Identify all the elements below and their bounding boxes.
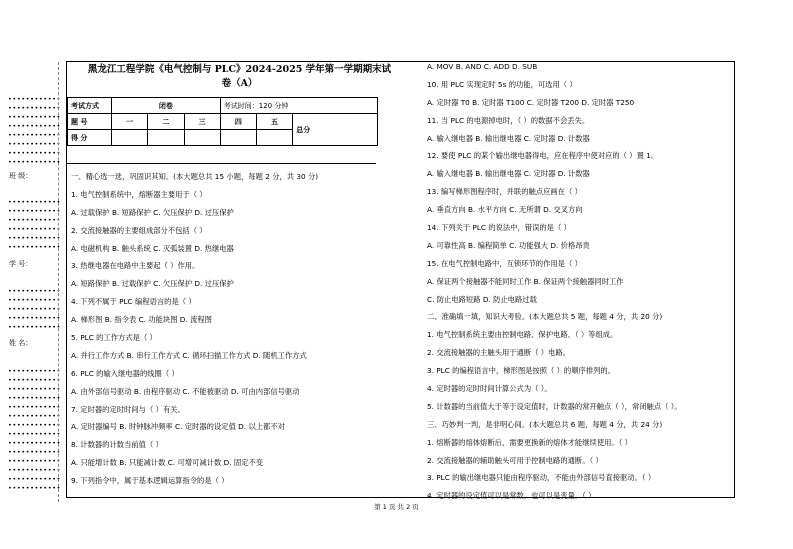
- question-line: 8. 计数器的计数当前值（ ）: [71, 440, 163, 450]
- left-question-column: [71, 168, 318, 490]
- score-cell[interactable]: [184, 130, 220, 146]
- question-line: 2. 交流接触器的主触头用于通断（ ）电路。: [427, 348, 570, 358]
- score-cell[interactable]: [257, 130, 293, 146]
- binding-dots: ••••••••••••: [8, 376, 61, 384]
- question-line: A. 由外部信号驱动 B. 由程序驱动 C. 不能被驱动 D. 可由内部信号驱动: [71, 386, 300, 396]
- binding-dots: ••••••••••••: [8, 158, 61, 166]
- exam-method-label: 考试方式: [68, 98, 112, 114]
- binding-dots: ••••••••••••: [8, 412, 61, 420]
- binding-dots: ••••••••••••: [8, 113, 61, 121]
- binding-dots: ••••••••••••: [8, 403, 61, 411]
- question-line: 15. 在电气控制电路中，互锁环节的作用是（ ）: [427, 258, 582, 268]
- question-line: A. 可靠性高 B. 编程简单 C. 功能强大 D. 价格昂贵: [427, 240, 590, 250]
- question-line: 4. 定时器的设定值可以是常数，也可以是变量。（ ）: [427, 491, 596, 501]
- name-label: 姓 名：: [9, 339, 33, 347]
- binding-dots: ••••••••••••: [8, 323, 61, 331]
- question-line: 4. 定时器的定时时间计算公式为（ ）。: [427, 384, 552, 394]
- question-line: 1. 电气控制系统中，熔断器主要用于（ ）: [71, 189, 207, 199]
- binding-dots: ••••••••••••: [8, 140, 61, 148]
- question-line: 9. 下列指令中，属于基本逻辑运算指令的是（ ）: [71, 476, 229, 486]
- binding-dots: ••••••••••••: [8, 439, 61, 447]
- binding-dots: ••••••••••••: [8, 367, 61, 375]
- section-divider: [67, 163, 376, 164]
- binding-dots: ••••••••••••: [8, 466, 61, 474]
- binding-dots: ••••••••••••: [8, 475, 61, 483]
- question-line: A. 输入继电器 B. 输出继电器 C. 定时器 D. 计数器: [427, 133, 590, 143]
- total-score-label: 总分: [293, 114, 378, 146]
- exam-time: 考试时间：120 分钟: [220, 98, 377, 114]
- binding-dots: ••••••••••••: [8, 104, 61, 112]
- question-line: A. 定时器编号 B. 时钟脉冲频率 C. 定时器的设定值 D. 以上都不对: [71, 422, 285, 432]
- question-line: 二、准确填一填，知识大考验。(本大题总共 5 题，每题 4 分，共 20 分): [427, 312, 663, 322]
- question-line: C. 防止电路短路 D. 防止电路过载: [427, 294, 537, 304]
- binding-dots: ••••••••••••: [8, 448, 61, 456]
- question-line: A. 定时器 T0 B. 定时器 T100 C. 定时器 T200 D. 定时器 T250: [427, 97, 635, 107]
- binding-dots: ••••••••••••: [8, 457, 61, 465]
- binding-dots: ••••••••••••: [8, 421, 61, 429]
- question-line: A. 保证两个接触器不能同时工作 B. 保证两个接触器同时工作: [427, 276, 624, 286]
- exam-title: [67, 63, 412, 91]
- question-line: A. 并行工作方式 B. 串行工作方式 C. 循环扫描工作方式 D. 随机工作方式: [71, 350, 307, 360]
- binding-dots: ••••••••••••: [8, 216, 61, 224]
- question-line: A. 电磁机构 B. 触头系统 C. 灭弧装置 D. 热继电器: [71, 243, 234, 253]
- binding-dots: ••••••••••••: [8, 314, 61, 322]
- question-line: A. 输入继电器 B. 输出继电器 C. 定时器 D. 计数器: [427, 169, 590, 179]
- binding-dots: ••••••••••••: [8, 225, 61, 233]
- question-line: 一、精心选一选，巩固识其知。(本大题总共 15 小题，每题 2 分，共 30 分): [71, 172, 319, 181]
- question-line: A. 只能增计数 B. 只能减计数 C. 可增可减计数 D. 固定不变: [71, 458, 264, 468]
- question-line: 7. 定时器的定时时间与（ ）有关。: [71, 404, 185, 414]
- binding-divider: [58, 62, 60, 502]
- section-4: 四: [220, 114, 256, 130]
- question-line: 11. 当 PLC 的电源掉电时，（ ）的数据不会丢失。: [427, 115, 590, 125]
- binding-dots: ••••••••••••: [8, 287, 61, 295]
- question-line: 3. PLC 的编程语言中，梯形图是按照（ ）的顺序排列的。: [427, 366, 616, 376]
- question-line: 6. PLC 的输入继电器的线圈（ ）: [71, 368, 179, 378]
- question-line: 5. PLC 的工作方式是（ ）: [71, 333, 157, 343]
- question-line: A. 梯形图 B. 指令表 C. 功能块图 D. 流程图: [71, 315, 212, 325]
- question-line: 4. 下列不属于 PLC 编程语言的是（ ）: [71, 297, 196, 307]
- section-5: 五: [257, 114, 293, 130]
- binding-dots: ••••••••••••: [8, 484, 61, 492]
- question-line: 5. 计数器的当前值大于等于设定值时，计数器的常开触点（ ），常闭触点（ ）。: [427, 401, 682, 411]
- exam-title-line2: 卷（A）: [221, 78, 258, 89]
- question-line: 3. PLC 的输出继电器只能由程序驱动，不能由外部信号直接驱动。（ ）: [427, 473, 656, 483]
- page-footer: 第 1 页 共 2 页: [374, 503, 419, 511]
- binding-dots: ••••••••••••: [8, 122, 61, 130]
- score-label: 得 分: [68, 130, 112, 146]
- binding-dots: ••••••••••••: [8, 296, 61, 304]
- section-2: 二: [148, 114, 184, 130]
- question-line: 2. 交流接触器的主要组成部分不包括（ ）: [71, 225, 207, 235]
- binding-dots: ••••••••••••: [8, 430, 61, 438]
- binding-dots: ••••••••••••: [8, 385, 61, 393]
- question-line: 1. 电气控制系统主要由控制电路、保护电路、（ ）等组成。: [427, 330, 618, 340]
- question-line: 13. 编写梯形图程序时，并联的触点应画在（ ）: [427, 187, 582, 197]
- exam-title-line1: 黑龙江工程学院《电气控制与 PLC》2024-2025 学年第一学期期末试: [87, 64, 392, 75]
- question-no-label: 题 号: [68, 114, 112, 130]
- score-table: [67, 97, 378, 146]
- binding-dots: ••••••••••••: [8, 305, 61, 313]
- binding-dots: ••••••••••••: [8, 234, 61, 242]
- score-cell[interactable]: [112, 130, 148, 146]
- section-1: 一: [112, 114, 148, 130]
- question-line: 1. 熔断器的熔体熔断后，需要更换新的熔体才能继续使用。（ ）: [427, 437, 632, 447]
- binding-dots: ••••••••••••: [8, 198, 61, 206]
- binding-dots: ••••••••••••: [8, 131, 61, 139]
- question-line: A. MOV B. AND C. ADD D. SUB: [427, 62, 538, 71]
- question-line: 3. 热继电器在电路中主要起（ ）作用。: [71, 261, 200, 271]
- binding-dots: ••••••••••••: [8, 207, 61, 215]
- exam-method-value: 闭卷: [112, 98, 221, 114]
- score-cell[interactable]: [220, 130, 256, 146]
- binding-dots: ••••••••••••: [8, 394, 61, 402]
- score-cell[interactable]: [148, 130, 184, 146]
- section-3: 三: [184, 114, 220, 130]
- question-line: A. 过载保护 B. 短路保护 C. 欠压保护 D. 过压保护: [71, 207, 234, 217]
- class-label: 班 级：: [9, 172, 33, 180]
- right-question-column: [427, 58, 682, 505]
- question-line: 2. 交流接触器的辅助触头可用于控制电路的通断。（ ）: [427, 455, 603, 465]
- question-line: 12. 要使 PLC 的某个输出继电器得电，应在程序中使对应的（ ）置 1。: [427, 151, 659, 161]
- student-id-label: 学 号：: [9, 260, 33, 268]
- binding-dots: ••••••••••••: [8, 95, 61, 103]
- question-line: 14. 下列关于 PLC 的说法中，错误的是（ ）: [427, 223, 571, 233]
- question-line: A. 短路保护 B. 过载保护 C. 欠压保护 D. 过压保护: [71, 279, 234, 289]
- binding-dots: ••••••••••••: [8, 243, 61, 251]
- question-line: A. 垂直方向 B. 水平方向 C. 无所谓 D. 交叉方向: [427, 205, 583, 215]
- binding-dots: ••••••••••••: [8, 149, 61, 157]
- question-line: 三、巧妙判一判，是非明心间。(本大题总共 6 题，每题 4 分，共 24 分): [427, 419, 663, 429]
- question-line: 10. 用 PLC 实现定时 5s 的功能，可选用（ ）: [427, 79, 577, 89]
